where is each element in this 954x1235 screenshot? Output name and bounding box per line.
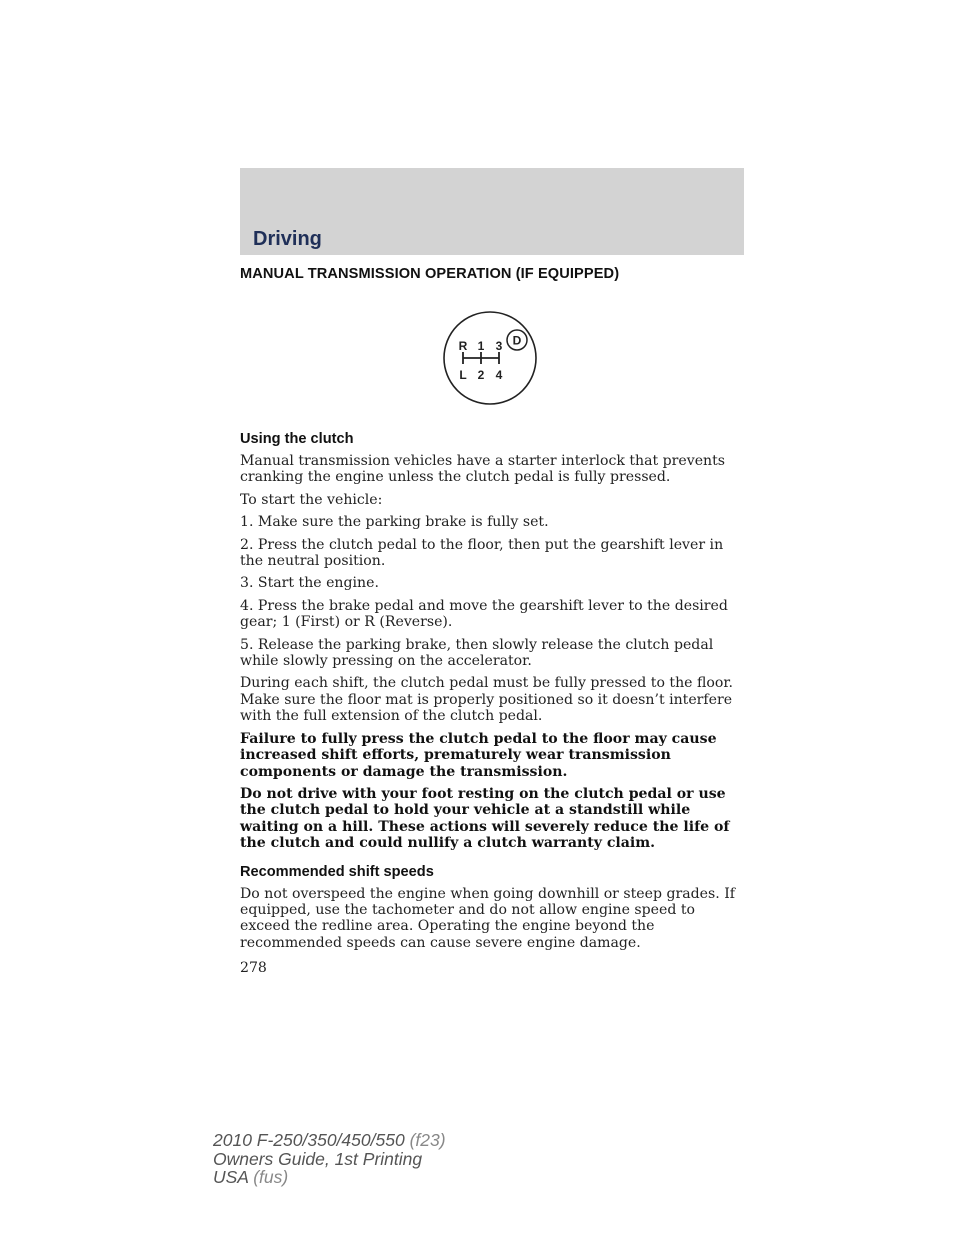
footer-region-code: (fus) bbox=[253, 1167, 289, 1187]
footer-region-line bbox=[213, 1168, 446, 1187]
warning-text: Failure to fully press the clutch pedal to the floor may cause increased shift efforts, prematurely wear transmission components or damage the transmission. bbox=[240, 730, 717, 780]
step-item: 1. Make sure the parking brake is fully set. bbox=[240, 514, 549, 531]
gear-label-1: 1 bbox=[477, 339, 485, 353]
page-number: 278 bbox=[240, 960, 267, 976]
shift-speeds-text: Do not overspeed the engine when going downhill or steep grades. If equipped, use the tachometer and do not allow engine speed to exceed the redline area. Operating the engine beyond the recommended speeds can cause severe engine damage. bbox=[240, 885, 735, 951]
gear-label-l: L bbox=[459, 368, 467, 382]
clutch-intro: Manual transmission vehicles have a starter interlock that prevents cranking the engine unless the clutch pedal is fully pressed. bbox=[240, 453, 726, 486]
step-item: 3. Start the engine. bbox=[240, 575, 379, 592]
main-content bbox=[240, 266, 746, 951]
shift-speeds-heading: Recommended shift speeds bbox=[240, 863, 434, 880]
gear-label-r: R bbox=[458, 339, 468, 353]
warning-text: Do not drive with your foot resting on the clutch pedal or use the clutch pedal to hold your vehicle at a standstill while waiting on a hill. These actions will severely reduce the life of the clutch and could nullify a clutch warranty claim. bbox=[240, 785, 730, 852]
gearshift-pattern-icon bbox=[443, 308, 543, 408]
gear-label-3: 3 bbox=[495, 339, 503, 353]
document-footer bbox=[213, 1131, 446, 1187]
shift-note: During each shift, the clutch pedal must be fully pressed to the floor. Make sure the floor mat is properly positioned so it doesn’t interfere with the full extension of the clutch pedal. bbox=[240, 675, 734, 725]
footer-model-code: (f23) bbox=[409, 1130, 446, 1150]
page-title: MANUAL TRANSMISSION OPERATION (IF EQUIPPED) bbox=[240, 266, 620, 282]
footer-model-line bbox=[213, 1131, 446, 1150]
clutch-heading: Using the clutch bbox=[240, 431, 354, 447]
footer-guide-line: Owners Guide, 1st Printing bbox=[213, 1148, 423, 1169]
section-title: Driving bbox=[253, 228, 322, 250]
footer-region: USA bbox=[213, 1167, 249, 1187]
start-label: To start the vehicle: bbox=[240, 491, 383, 508]
step-item: 5. Release the parking brake, then slowly release the clutch pedal while slowly pressing on the accelerator. bbox=[240, 636, 714, 670]
section-header-band bbox=[240, 168, 744, 255]
gear-label-4: 4 bbox=[495, 368, 503, 382]
step-item: 4. Press the brake pedal and move the gearshift lever to the desired gear; 1 (First) or R (Reverse). bbox=[240, 597, 728, 631]
gear-label-d: D bbox=[512, 333, 522, 348]
gear-label-2: 2 bbox=[477, 368, 485, 382]
step-item: 2. Press the clutch pedal to the floor, then put the gearshift lever in the neutral position. bbox=[240, 536, 724, 570]
footer-model: 2010 F-250/350/450/550 bbox=[213, 1130, 405, 1150]
